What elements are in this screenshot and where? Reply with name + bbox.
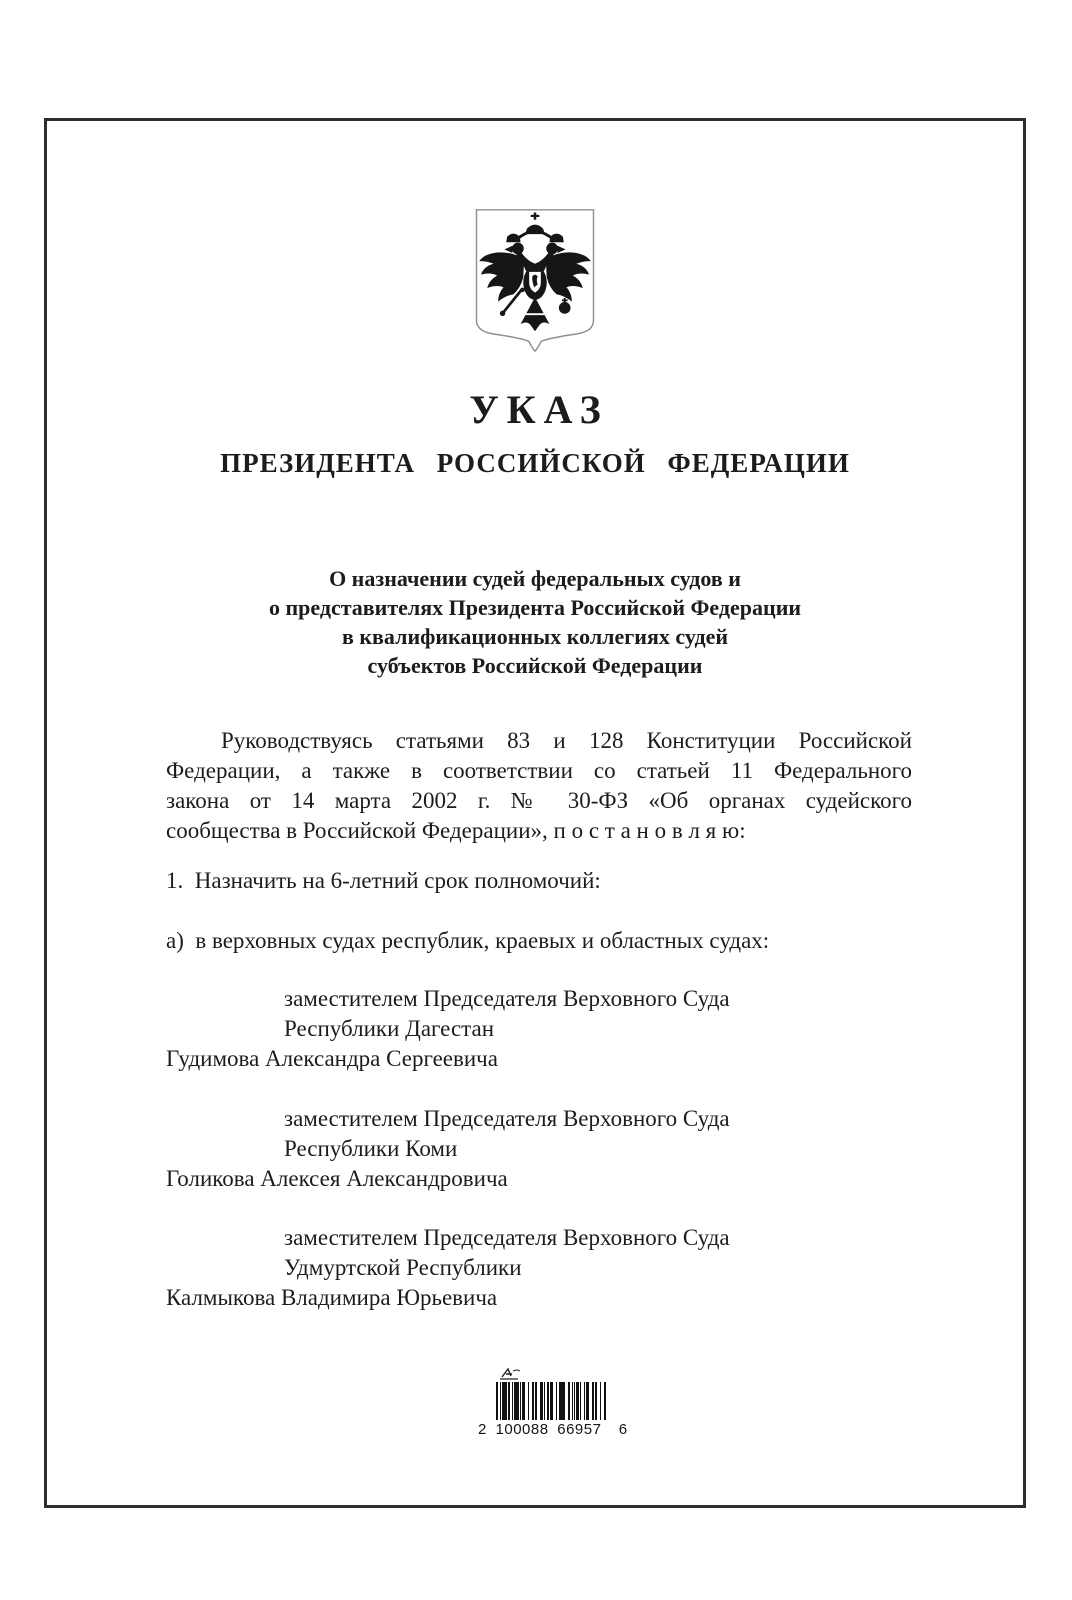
appointment-name: Гудимова Александра Сергеевича <box>166 1046 498 1071</box>
appointment-entry <box>166 984 946 1074</box>
appointment-position: Удмуртской Республики <box>284 1255 522 1280</box>
publisher-mark-icon <box>498 1367 524 1381</box>
decree-item-1: 1. Назначить на 6-летний срок полномочий: <box>166 868 601 893</box>
document-subject-block <box>47 564 1023 680</box>
preamble-line: сообщества в Российской Федерации», п о с т а н о в л я ю: <box>166 818 746 843</box>
subject-line: в квалификационных коллегиях судей <box>341 624 729 649</box>
document-issuer-line: ПРЕЗИДЕНТА РОССИЙСКОЙ ФЕДЕРАЦИИ <box>220 448 850 478</box>
appointment-position: Республики Дагестан <box>284 1016 494 1041</box>
barcode <box>478 1367 678 1438</box>
appointment-name: Голикова Алексея Александровича <box>166 1166 508 1191</box>
barcode-bars <box>496 1382 606 1420</box>
appointment-entry <box>166 1223 946 1313</box>
preamble-paragraph <box>166 726 912 846</box>
subject-line: О назначении судей федеральных судов и <box>329 566 741 591</box>
subject-line: субъектов Российской Федерации <box>367 653 703 678</box>
document-type-title: УКАЗ <box>469 387 609 432</box>
appointment-entry <box>166 1104 946 1194</box>
appointment-name: Калмыкова Владимира Юрьевича <box>166 1285 498 1310</box>
preamble-line: Руководствуясь статьями 83 и 128 Конституции Российской <box>221 728 912 753</box>
document-border-frame <box>44 118 1026 1508</box>
appointment-position: Республики Коми <box>284 1136 458 1161</box>
barcode-digits: 2 100088 66957 6 <box>478 1421 628 1438</box>
preamble-line: Федерации, а также в соответствии со статьей 11 Федерального <box>166 758 912 783</box>
appointment-position: заместителем Председателя Верховного Суда <box>284 1106 730 1131</box>
russia-coat-of-arms-icon <box>472 207 598 355</box>
decree-item-a: а) в верховных судах республик, краевых и областных судах: <box>166 928 770 953</box>
appointment-position: заместителем Председателя Верховного Суда <box>284 986 730 1011</box>
appointment-position: заместителем Председателя Верховного Суда <box>284 1225 730 1250</box>
preamble-line: закона от 14 марта 2002 г. № 30-ФЗ «Об органах судейского <box>166 788 912 813</box>
subject-line: о представителях Президента Российской Федерации <box>268 595 802 620</box>
